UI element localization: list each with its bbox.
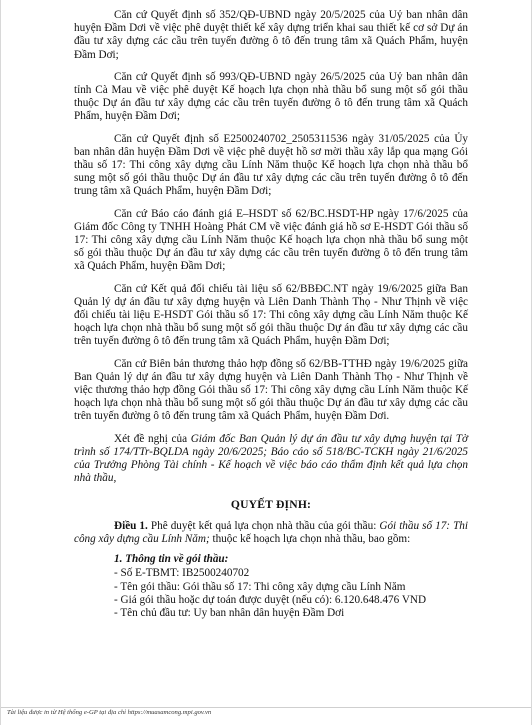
legal-basis-paragraph: Căn cứ Kết quả đối chiếu tài liệu số 62/BBĐC.NT ngày 19/6/2025 giữa Ban Quản lý dự án đầu tư xây dựng huyện và Liên Danh Thành Thọ - Như Thịnh về việc đối chiếu tài liệu E-HSDT Gói thầu số 17: Thi công xây dựng cầu Lính Năm thuộc Kế hoạch lựa chọn nhà thầu bổ sung một số gói thầu thuộc Dự án đầu tư xây dựng các cầu trên tuyến đường ô tô đến trung tâm xã Quách Phẩm, huyện Đầm Dơi; <box>74 282 468 348</box>
package-info-item: - Giá gói thầu hoặc dự toán được duyệt (nếu có): 6.120.648.476 VND <box>114 593 427 606</box>
legal-basis-paragraph: Căn cứ Quyết định số 993/QĐ-UBND ngày 26/5/2025 của Uỷ ban nhân dân tỉnh Cà Mau về việc phê duyệt Kế hoạch lựa chọn nhà thầu bổ sung một số gói thầu thuộc Dự án đầu tư xây dựng các cầu trên tuyến đường ô tô đến trung tâm xã Quách Phẩm, huyện Đầm Dơi; <box>74 70 468 123</box>
package-info-item: - Tên chủ đầu tư: Uy ban nhân dân huyện Đầm Dơi <box>114 606 345 619</box>
package-info-item: - Số E-TBMT: IB2500240702 <box>114 567 250 580</box>
article-1-label: Điều 1. <box>114 519 148 532</box>
article-1-text: Phê duyệt kết quả lựa chọn nhà thầu của gói thầu: <box>147 519 380 532</box>
proposal-paragraph <box>74 433 468 486</box>
legal-basis-paragraph: Căn cứ Quyết định số E2500240702_2505311536 ngày 31/05/2025 của Ủy ban nhân dân huyện Đầm Dơi về việc phê duyệt hồ sơ mời thầu xây lắp qua mạng Gói thầu số 17: Thi công xây dựng cầu Lính Năm thuộc Kế hoạch lựa chọn nhà thầu bổ sung một số gói thầu thuộc Dự án đầu tư xây dựng các cầu trên tuyến đường ô tô đến trung tâm xã Quách Phẩm, huyện Đầm Dơi; <box>74 132 468 198</box>
legal-basis-paragraph: Căn cứ Báo cáo đánh giá E–HSDT số 62/BC.HSDT-HP ngày 17/6/2025 của Giám đốc Công ty TNHH Hoàng Phát CM về việc đánh giá hồ sơ E-HSDT Gói thầu số 17: Thi công xây dựng cầu Lính Năm thuộc Kế hoạch lựa chọn nhà thầu bổ sung một số gói thầu thuộc Dự án đầu tư xây dựng các cầu trên tuyến đường ô tô đến trung tâm xã Quách Phẩm, huyện Đầm Dơi; <box>74 207 468 273</box>
section-1-title: 1. Thông tin về gói thầu: <box>114 553 229 566</box>
article-1-package: Gói thầu số 17: Thi công xây dựng cầu Lính Năm; <box>74 519 469 545</box>
article-1 <box>74 520 468 546</box>
footer-note: Tài liệu được in từ Hệ thống e-GP tại địa chỉ https://muasamcong.mpi.gov.vn <box>7 709 212 716</box>
legal-basis-paragraph: Căn cứ Biên bản thương thảo hợp đồng số 62/BB-TTHĐ ngày 19/6/2025 giữa Ban Quản lý dự án đầu tư xây dựng huyện và Liên Danh Thành Thọ - Như Thịnh về việc thương thảo hợp đồng Gói thầu số 17: Thi công xây dựng cầu Lính Năm thuộc Kế hoạch lựa chọn nhà thầu bổ sung một số gói thầu thuộc Dự án đầu tư xây dựng các cầu trên tuyến đường ô tô đến trung tâm xã Quách Phẩm, huyện Đầm Dơi. <box>74 357 468 423</box>
legal-basis-paragraph: Căn cứ Quyết định số 352/QĐ-UBND ngày 20/5/2025 của Uỷ ban nhân dân huyện Đầm Dơi về việc phê duyệt thiết kế xây dựng triển khai sau thiết kế cơ sở Dự án đầu tư xây dựng các cầu trên tuyến đường ô tô đến trung tâm xã Quách Phẩm, huyện Đầm Dơi; <box>74 9 468 61</box>
proposal-lead: Xét đề nghị của <box>114 432 191 445</box>
article-1-tail: thuộc kế hoạch lựa chọn nhà thầu, bao gồm: <box>209 532 411 545</box>
decision-heading: QUYẾT ĐỊNH: <box>230 497 312 511</box>
package-info-item: - Tên gói thầu: Gói thầu số 17: Thi công xây dựng cầu Lính Năm <box>114 580 406 593</box>
document-body <box>74 9 468 620</box>
footer-divider <box>1 707 531 708</box>
proposal-italic: Giám đốc Ban Quản lý dự án đầu tư xây dựng huyện tại Tờ trình số 174/TTr-BQLDA ngày 20/6/2025; Báo cáo số 518/BC-TCKH ngày 21/6/2025 của Trưởng Phòng Tài chính - Kế hoạch về việc báo cáo thẩm định kết quả lựa chọn nhà thầu, <box>74 432 468 485</box>
